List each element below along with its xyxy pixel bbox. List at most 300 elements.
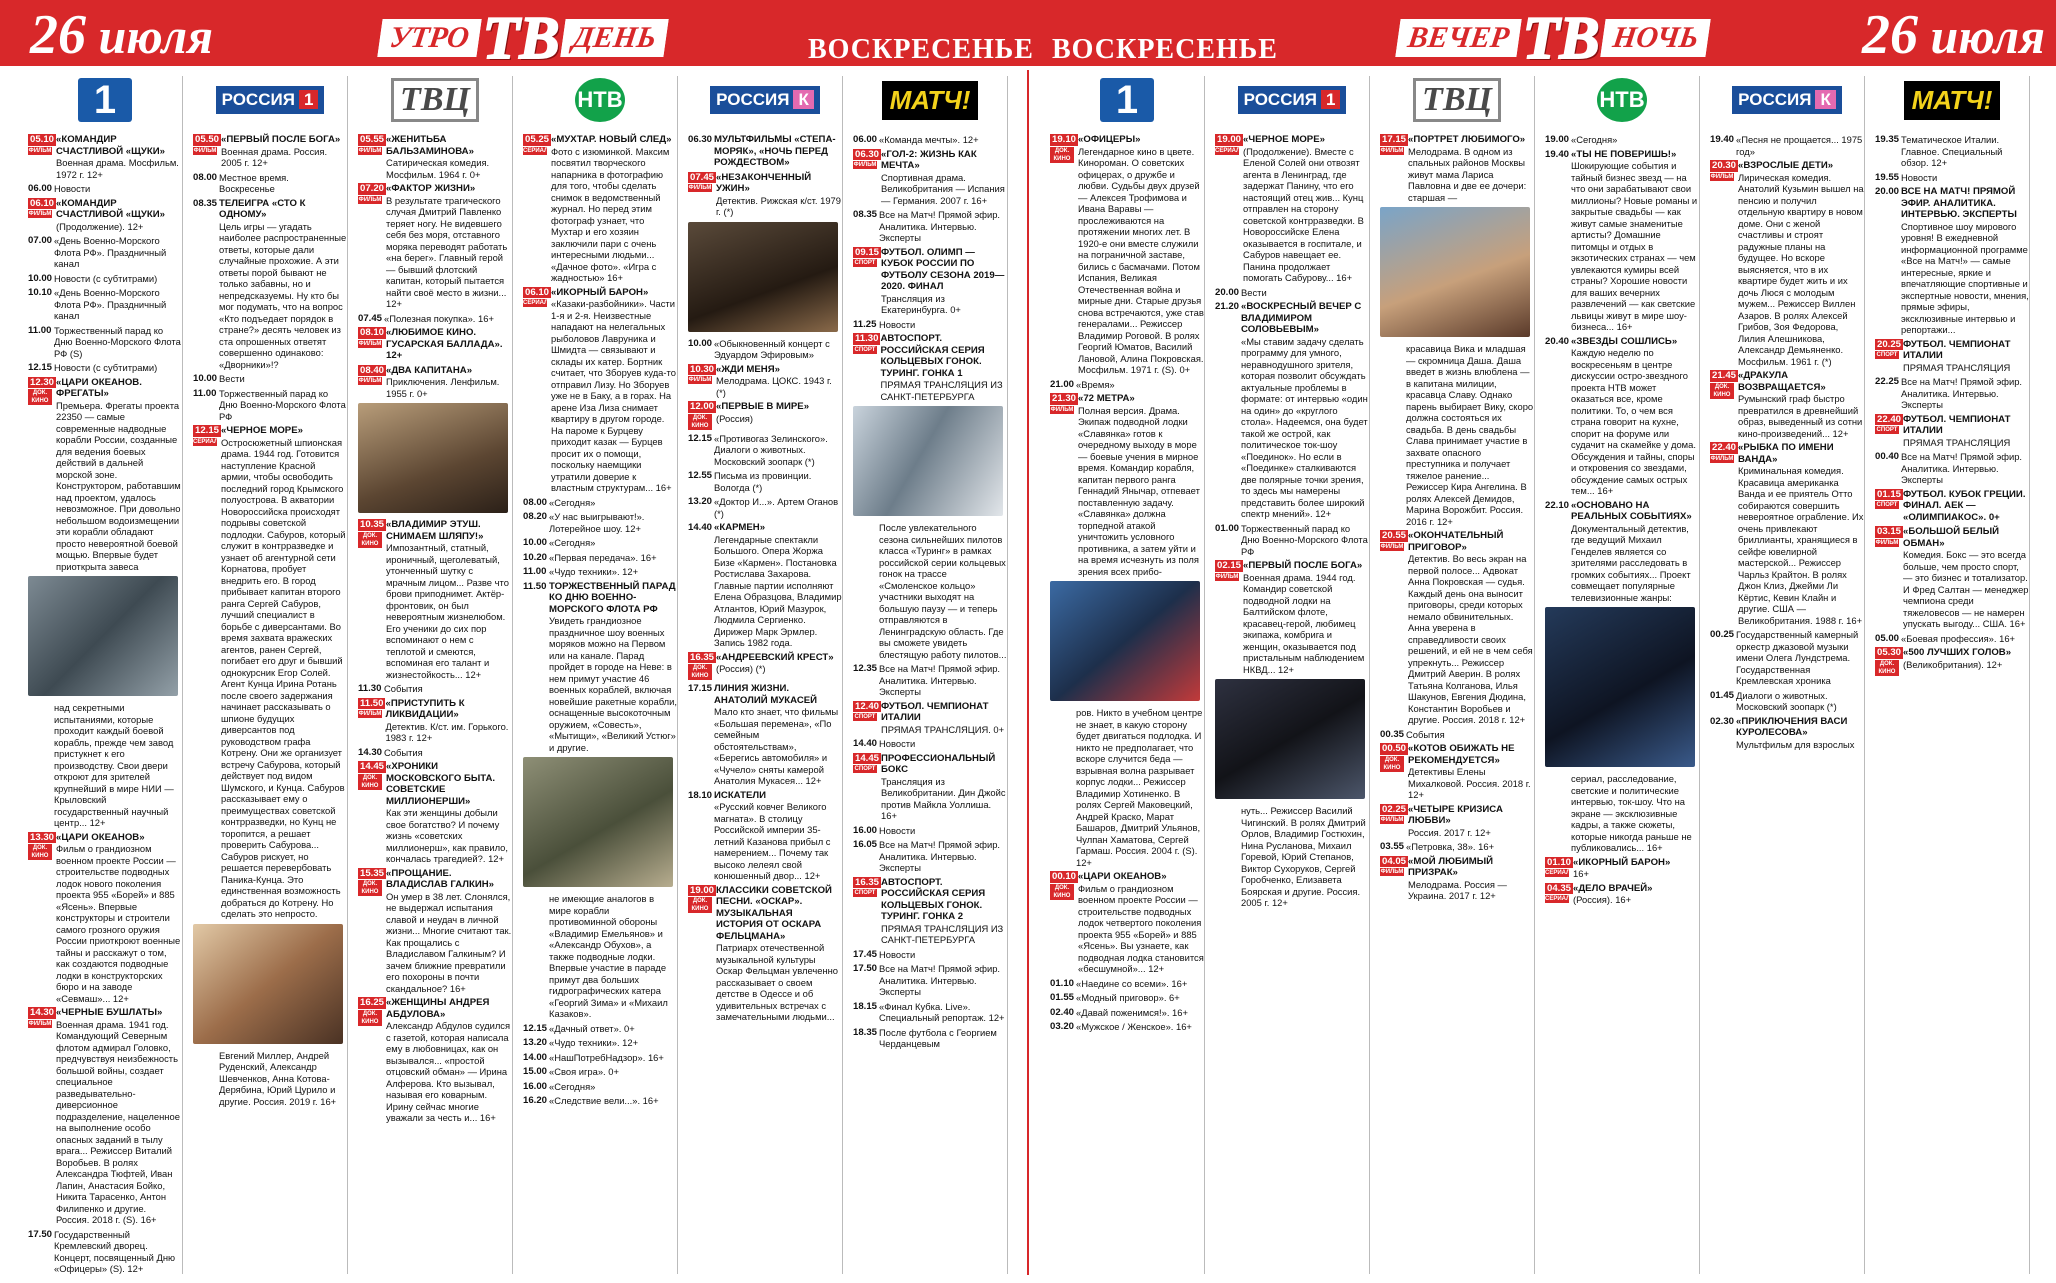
program-time: 18.10: [688, 789, 713, 801]
program-title: АВТОСПОРТ. РОССИЙСКАЯ СЕРИЯ КОЛЬЦЕВЫХ ГОНОК. ТУРИНГ. ГОНКА 2: [881, 876, 986, 922]
program-description: «Финал Кубка. Live». Специальный репортаж. 12+: [879, 1000, 1005, 1023]
program-description: Мелодрама. ЦОКС. 1943 г. (*): [716, 375, 832, 398]
program-title: «ОКОНЧАТЕЛЬНЫЙ ПРИГОВОР»: [1408, 530, 1504, 553]
program-time: 16.35 ДОК. КИНО: [690, 651, 715, 679]
program-title: КЛАССИКИ СОВЕТСКОЙ ПЕСНИ. «ОСКАР». МУЗЫКАЛЬНАЯ ИСТОРИЯ ОТ ОСКАРА ФЕЛЬЦМАНА»: [716, 884, 832, 942]
program-description: Спортивная драма. Великобритания — Испания — Германия. 2007 г. 16+: [881, 171, 1005, 206]
channel-one-logo: 1: [78, 78, 132, 122]
program-entry: [1875, 633, 2029, 645]
program-entry: [28, 1229, 182, 1275]
match-tv-logo: МАТЧ!: [1904, 81, 2001, 120]
program-description: Каждую неделю по воскресеньям в центре дискуссии остро-звездного проекта НТВ может оказаться все, кроме политики. То, о чем вся страна говорит на кухне, спорит на форуме или судачит на скамейке у дома. Обсуждения и тайны, споры и откровения со звездами, обсуждение самых острых тем... 16+: [1571, 347, 1696, 496]
program-time: 16.35 СПОРТ: [854, 876, 880, 896]
program-time: 21.20: [1215, 301, 1240, 312]
program-description: Документальный детектив, где ведущий Михаил Генделев является со зрителями расследовать в громких событиях... Проект совмещает популярные телевизионные жанры:: [1571, 522, 1691, 603]
program-entry: [28, 183, 182, 195]
program-entry: [358, 997, 512, 1124]
program-entry: [523, 287, 677, 494]
program-description: нуть... Режиссер Василий Чигинский. В ролях Дмитрий Орлов, Владимир Гостюхин, Нина Русланова, Михаил Горевой, Юрий Степанов, Виктор Сухоруков, Сергей Горобченко, Елизавета Боярская и другие. Россия. 2005 г. 12+: [1241, 805, 1366, 908]
program-description: Новости: [879, 738, 916, 749]
program-title: ИСКАТЕЛИ: [714, 789, 767, 801]
program-description: Фильм о грандиозном военном проекте России — строительстве подводных лодок четвертого поколения проекта 955 «Борей» и 885 «Ясень». Вы узнаете, как подводная лодка становится «бесшумной»... 12+: [1078, 882, 1204, 974]
program-description: Импозантный, статный, ироничный, щеголеватый, утонченный шутку с мрачным лицом... Разве что брови приподнимет. Актёр-фронтовик, он был невероятным жизнелюбом. Его ученики до сих пор вспоминают о нем с теплотой и смеются, вспоминая его талант и жизнестойкость... 12+: [386, 542, 509, 680]
program-time: 17.45: [853, 948, 878, 960]
program-time: 10.00: [688, 337, 713, 349]
program-description: Новости: [1901, 171, 1938, 183]
program-title: «ЦАРИ ОКЕАНОВ. ФРЕГАТЫ»: [56, 376, 142, 399]
program-time: 16.20: [523, 1095, 548, 1106]
program-description: Шокирующие события и тайный бизнес звезд — на что они зарабатывают свои миллионы? Новые романы и закрытые свадьбы — как живут самые знаменитые артисты? Домашние питомцы и отдых в экзотических странах — чем увлекаются кумиры всей страны? Хорошие новости для ваших вечерних развлечений — как светские львицы живут в мире шоу-бизнеса... 16+: [1571, 160, 1698, 332]
genre-badge: ДОК. КИНО: [28, 389, 52, 405]
program-time: 21.30 ФИЛЬМ: [1050, 393, 1077, 413]
program-description: «Доктор И...». Артем Оганов (*): [714, 496, 839, 519]
program-description: Мало кто знает, что фильмы «Большая перемена», «По семейным обстоятельствам», «Берегись автомобиля» и «Чучело» сняты камерой Анатолия Мукасея... 12+: [714, 706, 839, 786]
genre-badge: ДОК. КИНО: [1875, 660, 1899, 676]
program-entry: [28, 273, 182, 285]
program-entry: [1215, 805, 1369, 909]
program-description: «Чудо техники». 12+: [549, 1037, 639, 1048]
program-time: 11.30: [358, 683, 382, 694]
program-title: ФУТБОЛ. ЧЕМПИОНАТ ИТАЛИИ: [1903, 338, 2011, 361]
program-description: Военная драма. 1941 год. Командующий Северным флотом адмирал Головко, предчувствуя неизбежность большой войны, создает специальное разведывательно-диверсионное подразделение, нацеленное на выполнение особо опасных заданий в тылу врага... Режиссер Виталий Воробьев. В ролях Александра Тюфтей, Иван Лапин, Анастасия Бойко, Никита Тарасенко, Антон Филипенко и другие. Россия. 2018 г. (S). 16+: [56, 1018, 180, 1225]
program-entry: [853, 1001, 1007, 1024]
program-title: «ТЫ НЕ ПОВЕРИШЬ!»: [1571, 148, 1677, 160]
program-time: 05.00: [1875, 632, 1900, 644]
program-description: ПРЯМАЯ ТРАНСЛЯЦИЯ: [1903, 361, 2011, 373]
program-time: 12.15: [688, 432, 713, 444]
program-time: 14.45 СПОРТ: [854, 752, 880, 772]
program-entry: [1710, 134, 1864, 157]
program-time: 03.55: [1380, 841, 1405, 852]
program-description: Детективы Елены Михалковой. Россия. 2018 г. 12+: [1408, 766, 1531, 800]
program-description: ПРЯМАЯ ТРАНСЛЯЦИЯ ИЗ САНКТ-ПЕТЕРБУРГА: [881, 922, 1004, 945]
program-entry: [1545, 857, 1699, 880]
genre-badge: ФИЛЬМ: [358, 711, 382, 717]
program-description: Россия. 2017 г. 12+: [1408, 826, 1491, 838]
program-description: Фото с изюминкой. Максим посвятил творческого напарника в фотографию для того, чтобы сделать снимок в ведомственный журнал. Но перед этим фотограф узнает, что Мухтар и его хозяин заключили пари с очень интересными людьми... «Дачное фото». «Игра с жадностью» 16+: [551, 145, 670, 283]
program-description: «Давай поженимся!». 16+: [1076, 1006, 1188, 1018]
genre-badge: ФИЛЬМ: [1215, 573, 1239, 580]
program-entry: [193, 425, 347, 920]
program-entry: [1380, 530, 1534, 726]
program-time: 17.15: [688, 683, 713, 694]
program-description: «Дачный ответ». 0+: [549, 1022, 635, 1034]
program-description: (Продолжение). 12+: [56, 220, 144, 232]
program-description: Торжественный парад ко Дню Военно-Морского Флота РФ: [219, 387, 346, 422]
program-description: Военная драма. 1944 год. Командир советской подводной лодки на Балтийском флоте, красавец-герой, любимец экипажа, комбрига и женщин, оказывается под пристальным наблюдением НКВД... 12+: [1243, 571, 1365, 675]
program-time: 13.20: [523, 1037, 548, 1048]
program-time: 08.35: [193, 197, 218, 209]
genre-badge: ФИЛЬМ: [358, 196, 382, 203]
program-time: 08.40 ФИЛЬМ: [358, 364, 385, 384]
program-description: Новости: [879, 824, 916, 836]
genre-badge: ДОК. КИНО: [688, 664, 712, 680]
program-entry: [523, 1052, 677, 1064]
program-entry: [1380, 841, 1534, 853]
program-description: «Сегодня»: [549, 496, 596, 508]
program-entry: [28, 235, 182, 270]
tvc-logo: ТВЦ: [391, 78, 479, 122]
program-description: Детектив. К/ст. им. Горького. 1983 г. 12+: [385, 720, 509, 743]
utro-tv-den-logo: УТРО ТВ ДЕНЬ: [380, 16, 666, 60]
program-time: 05.30 ДОК. КИНО: [1877, 647, 1902, 675]
page-divider: [1027, 70, 1029, 1275]
program-entry: [358, 327, 512, 362]
program-title: «ЧЕРНЫЕ БУШЛАТЫ»: [56, 1007, 163, 1018]
tvc-logo: ТВЦ: [1413, 78, 1501, 122]
program-time: 14.30 ФИЛЬМ: [28, 1007, 55, 1027]
program-time: 02.30: [1710, 715, 1735, 727]
program-entry: [1050, 379, 1204, 391]
program-entry: [193, 198, 347, 371]
program-time: 01.10 СЕРИАЛ: [1545, 856, 1572, 876]
program-description: В результате трагического случая Дмитрий Павленко теряет ногу. Не видевшего себя без моря, отставного моряка переводят работать «на берег». Главный герой — бывший флотский капитан, который пытается найти своё место в жизни... 12+: [386, 194, 508, 309]
program-entry: [1050, 871, 1204, 975]
program-description: «Казаки-разбойники». Части 1-я и 2-я. Неизвестные нападают на нелегальных рыболовов Лавруника и Шмидта — связывают и склады их катер. Бортник считает, что Зборуев куда-то отправил Лизу. Но Зборуев уже не в Баку, а в горах. На арене Иза Лиза снимает квартиру в другом городе. На пароме к Бурцеву приходит казак — Бурцев просит их о помощи, поскольку наемщики утратили доверие к властным структурам... 16+: [551, 298, 676, 493]
program-time: 05.55 ФИЛЬМ: [358, 134, 385, 154]
genre-badge: СПОРТ: [854, 346, 876, 353]
program-description: Увидеть грандиозное праздничное шоу военных моряков можно на Первом или на канале. Парад пройдет в городе на Неве: в нем примут участие 46 военных кораблей, включая новейшие ракетные корабли, оснащенные высокоточным оружием, «Совесть», «Мытищи», «Великий Устюг» и другие.: [549, 615, 677, 753]
program-entry: [1875, 526, 2029, 630]
program-photo: [1545, 607, 1695, 767]
program-photo: [1380, 207, 1530, 337]
program-entry: [688, 433, 842, 468]
program-title: ФУТБОЛ. ЧЕМПИОНАТ ИТАЛИИ: [881, 700, 989, 723]
program-description: Мелодрама. В одном из спальных районов Москвы живут мама Лариса Павловна и две ее дочери: старшая —: [1408, 145, 1527, 203]
program-description: Новости (с субтитрами): [54, 272, 158, 284]
program-title: «КАРМЕН»: [714, 522, 766, 533]
russia-1-logo: РОССИЯ 1: [1238, 86, 1347, 114]
program-entry: [1215, 301, 1369, 520]
program-time: 17.15 ФИЛЬМ: [1380, 134, 1407, 154]
program-entry: [523, 1066, 677, 1078]
program-description: Патриарх отечественной музыкальной культуры Оскар Фельцман увлеченно рассказывает о своем детстве в Одессе и об удивительных встречах с замечательными людьми...: [716, 942, 839, 1022]
program-entry: [523, 566, 677, 578]
program-time: 22.40 СПОРТ: [1876, 413, 1902, 433]
program-time: 12.40 СПОРТ: [854, 700, 880, 720]
genre-badge: ДОК. КИНО: [358, 532, 382, 548]
program-title: «ПРИКЛЮЧЕНИЯ ВАСИ КУРОЛЕСОВА»: [1736, 715, 1848, 738]
program-time: 16.25 ДОК. КИНО: [360, 997, 385, 1025]
program-time: 04.05 ФИЛЬМ: [1380, 855, 1407, 875]
program-description: «Следствие вели...». 16+: [549, 1095, 659, 1106]
ntv-logo: НТВ: [1597, 78, 1647, 122]
program-entry: [688, 885, 842, 1023]
program-time: 10.30 ФИЛЬМ: [688, 363, 715, 383]
program-description: Цель игры — угадать наиболее распространенные ответы, которые дали случайные прохожие. А эти ответы порой бывают не только забавны, но и непредсказуемы. Ну кто бы мог подумать, что на вопрос «Кто подъедает порядок в стране?» десять человек из ста опрошенных ответят совершенно одинаково: «Дворники»!?: [219, 220, 347, 370]
program-title: «ПЕРВЫЙ ПОСЛЕ БОГА»: [221, 134, 341, 145]
program-title: «ОСНОВАНО НА РЕАЛЬНЫХ СОБЫТИЯХ»: [1571, 499, 1692, 522]
program-time: 19.40: [1710, 134, 1735, 145]
program-time: 06.10 ФИЛЬМ: [28, 197, 55, 217]
program-time: 07.45: [358, 312, 383, 324]
genre-badge: СПОРТ: [854, 766, 876, 772]
program-entry: [1875, 451, 2029, 486]
program-description: ПРЯМАЯ ТРАНСЛЯЦИЯ. 0+: [881, 723, 1005, 735]
program-time: 19.00 СЕРИАЛ: [1215, 134, 1242, 154]
program-time: 08.10 ФИЛЬМ: [358, 327, 385, 347]
program-time: 19.55: [1875, 171, 1900, 183]
program-entry: [358, 747, 512, 759]
program-time: 01.45: [1710, 689, 1735, 701]
program-entry: [358, 868, 512, 995]
program-entry: [1710, 629, 1864, 687]
program-entry: [853, 825, 1007, 837]
program-title: «ЦАРИ ОКЕАНОВ»: [1078, 871, 1167, 882]
program-entry: [853, 333, 1007, 402]
russia-k-logo: РОССИЯ К: [1732, 86, 1842, 114]
program-time: 06.30 ФИЛЬМ: [853, 148, 880, 168]
program-photo: [853, 406, 1003, 516]
program-time: 01.10: [1050, 977, 1075, 989]
program-description: сериал, расследование, светские и политические интервью, ток-шоу. Что на экране — эксклюзивные кадры, а также сюжеты, которые никогда раньше не публиковались... 16+: [1571, 773, 1692, 853]
program-title: «РЫБКА ПО ИМЕНИ ВАНДА»: [1738, 442, 1834, 465]
program-title: «ПРОЩАНИЕ. ВЛАДИСЛАВ ГАЛКИН»: [386, 867, 495, 890]
program-description: «Мы ставим задачу сделать программу для умного, неравнодушного зрителя, которая позволит обсуждать актуальные проблемы в формате: от интервью «один на один» до «круглого стола». Надеемся, она будет такой же острой, как политическое ток-шоу «Поединок». Но если в «Поединке» сталкиваются две полярные точки зрения, то здесь мы намерены представить более широкий спектр мнений». 12+: [1241, 335, 1368, 519]
program-entry: [358, 183, 512, 310]
program-title: «ЧЕРНОЕ МОРЕ»: [1243, 134, 1325, 145]
program-time: 00.50 ДОК. КИНО: [1382, 743, 1407, 771]
program-entry: [28, 134, 182, 180]
program-title: «ФАКТОР ЖИЗНИ»: [386, 183, 476, 194]
genre-badge: ФИЛЬМ: [358, 378, 382, 384]
program-entry: [28, 1007, 182, 1226]
program-entry: [358, 134, 512, 180]
channel-logo: [1380, 76, 1534, 124]
channel-logo: [523, 76, 677, 124]
program-entry: [1050, 992, 1204, 1004]
program-entry: [1050, 1007, 1204, 1019]
program-entry: [1380, 856, 1534, 902]
program-description: ПРЯМАЯ ТРАНСЛЯЦИЯ: [1903, 436, 2011, 448]
program-entry: [523, 1023, 677, 1035]
channel-column-ch1: [28, 76, 183, 1274]
program-description: Торжественный парад ко Дню Военно-Морского Флота РФ: [1241, 522, 1368, 557]
left-date: 26 июля: [30, 4, 213, 66]
program-entry: [193, 172, 347, 195]
program-entry: [358, 519, 512, 680]
program-description: 16+: [1573, 868, 1589, 879]
genre-badge: ФИЛЬМ: [1710, 173, 1734, 180]
program-description: События: [384, 746, 423, 758]
program-description: Сатирическая комедия. Мосфильм. 1964 г. 0+: [386, 157, 490, 180]
program-entry: [1875, 339, 2029, 374]
program-time: 05.50 ФИЛЬМ: [193, 134, 220, 154]
program-entry: [853, 247, 1007, 316]
program-description: «Русский ковчег Великого магната». В столицу Российской империи 35-летний Казанова прибыл с намерением... Почему так высоко лелеял свой конюшенный двор... 12+: [714, 801, 831, 881]
channel-column-match: [1875, 76, 2030, 1274]
ntv-logo: НТВ: [575, 78, 625, 122]
program-time: 14.00: [523, 1051, 548, 1063]
program-description: Детектив. Рижская к/ст. 1979 г. (*): [716, 194, 841, 217]
program-description: Как эти женщины добыли свое богатство? И почему жизнь «советских миллионерш», как правило, кончалась трагедией?. 12+: [386, 807, 508, 864]
program-description: «Сегодня»: [549, 1080, 596, 1092]
program-description: «Первая передача». 16+: [549, 551, 657, 563]
right-date: 26 июля: [1862, 4, 2045, 66]
vecher-tv-noch-logo: ВЕЧЕР ТВ НОЧЬ: [1398, 16, 1709, 60]
program-entry: [1050, 393, 1204, 577]
program-title: «ЖЕНИТЬБА БАЛЬЗАМИНОВА»: [386, 134, 474, 157]
program-time: 10.00: [193, 373, 218, 384]
program-entry: [28, 287, 182, 322]
genre-badge: СПОРТ: [1876, 427, 1898, 433]
program-description: Мелодрама. Россия — Украина. 2017 г. 12+: [1408, 878, 1507, 901]
program-photo: [28, 576, 178, 696]
program-time: 20.30 ФИЛЬМ: [1710, 160, 1737, 180]
channel-logo: [1710, 76, 1864, 124]
program-title: «500 ЛУЧШИХ ГОЛОВ»: [1903, 647, 2012, 658]
program-time: 08.20: [523, 511, 548, 522]
program-description: Диалоги о животных. Московский зоопарк (*): [1736, 689, 1837, 712]
genre-badge: ДОК. КИНО: [1710, 383, 1734, 399]
program-description: «Команда мечты». 12+: [879, 134, 979, 145]
program-photo: [1215, 679, 1365, 799]
program-time: 14.40: [853, 738, 878, 749]
program-entry: [1380, 134, 1534, 203]
program-title: «ЖДИ МЕНЯ»: [716, 363, 780, 375]
channel-column-russiak: [1710, 76, 1865, 1274]
program-description: Комедия. Бокс — это всегда больше, чем просто спорт, — это бизнес и тотализатор. И Фред Салтан — менеджер чемпиона среди тяжеловесов — не намерен упускать выгоду... США. 16+: [1903, 549, 2029, 629]
genre-badge: ДОК. КИНО: [1380, 756, 1404, 772]
program-time: 12.15: [28, 362, 53, 373]
program-title: «ЗВЕЗДЫ СОШЛИСЬ»: [1571, 335, 1678, 347]
program-time: 11.50 ФИЛЬМ: [358, 697, 384, 717]
program-entry: [853, 963, 1007, 998]
program-description: над секретными испытаниями, которые проходит каждый боевой корабль, прежде чем завод пристукнет к его производству. Свои двери откроют для зрителей крупнейший в мире НИИ — Крыловский государственный научный центр... 12+: [54, 702, 174, 828]
genre-badge: ФИЛЬМ: [358, 340, 382, 347]
genre-badge: ФИЛЬМ: [1380, 147, 1404, 154]
program-time: 07.20 ФИЛЬМ: [358, 183, 385, 203]
genre-badge: ФИЛЬМ: [28, 211, 52, 217]
genre-badge: СПОРТ: [854, 890, 876, 896]
program-entry: [853, 1027, 1007, 1050]
program-time: 20.00: [1875, 186, 1900, 197]
program-photo: [523, 757, 673, 887]
program-entry: [853, 663, 1007, 698]
program-entry: [523, 134, 677, 284]
program-time: 19.10 ДОК. КИНО: [1052, 134, 1077, 162]
program-description: Все на Матч! Прямой эфир. Аналитика. Интервью. Эксперты: [1901, 451, 2023, 485]
program-description: Вести: [1241, 286, 1267, 298]
program-description: Местное время. Воскресенье: [219, 171, 289, 194]
program-entry: [688, 172, 842, 218]
genre-badge: ДОК. КИНО: [1050, 147, 1074, 163]
program-description: «У нас выигрывают!». Лотерейное шоу. 12+: [549, 511, 645, 534]
program-time: 16.05: [853, 839, 878, 850]
program-entry: [853, 753, 1007, 822]
genre-badge: ДОК. КИНО: [358, 1010, 382, 1026]
program-entry: [523, 1037, 677, 1049]
program-time: 16.00: [523, 1080, 548, 1092]
program-time: 11.00: [28, 324, 52, 336]
channel-column-tvc: [358, 76, 513, 1274]
program-time: 20.25 СПОРТ: [1876, 338, 1902, 358]
program-entry: [523, 1095, 677, 1107]
program-time: 01.00: [1215, 522, 1240, 534]
program-description: Мультфильм для взрослых: [1736, 738, 1855, 750]
program-entry: [688, 470, 842, 493]
program-description: Все на Матч! Прямой эфир. Аналитика. Интервью. Эксперты: [879, 663, 1001, 697]
genre-badge: СЕРИАЛ: [1215, 147, 1241, 154]
program-description: «Время»: [1076, 378, 1115, 390]
program-time: 11.00: [193, 387, 217, 399]
program-title: «ЖЕНЩИНЫ АНДРЕЯ АБДУЛОВА»: [386, 997, 490, 1020]
channel-logo: [688, 76, 842, 124]
program-entry: [28, 702, 182, 829]
program-photo: [688, 222, 838, 332]
left-page-schedule: [28, 76, 1018, 1276]
genre-badge: ДОК. КИНО: [688, 897, 712, 913]
program-entry: [1875, 376, 2029, 411]
program-time: 00.25: [1710, 629, 1735, 640]
program-description: Новости: [54, 183, 91, 194]
program-title: «ИКОРНЫЙ БАРОН»: [1573, 856, 1671, 868]
program-description: (Продолжение). Вместе с Еленой Солей они отвозят агента в Ленинград, где задержат Панину, что его настоящий отец жив... Кунц отправлен на сторону советской контрразведки. В Новороссийске Елена оказывается в госпитале, и Сабуров навещает ее. Панина продолжает помогать Сабурову... 16+: [1243, 145, 1364, 283]
program-entry: [853, 319, 1007, 331]
program-description: «Чудо техники». 12+: [549, 566, 639, 577]
program-title: «КОМАНДИР СЧАСТЛИВОЙ «ЩУКИ»: [56, 134, 165, 157]
program-entry: [853, 738, 1007, 750]
program-description: «Петровка, 38». 16+: [1406, 841, 1495, 852]
program-time: 11.00: [523, 566, 547, 577]
program-description: «НашПотребНадзор». 16+: [549, 1051, 664, 1063]
genre-badge: ФИЛЬМ: [193, 147, 217, 154]
program-time: 15.35 ДОК. КИНО: [360, 867, 385, 895]
program-entry: [358, 683, 512, 695]
genre-badge: ФИЛЬМ: [1380, 869, 1404, 875]
program-title: «ХРОНИКИ МОСКОВСКОГО БЫТА. СОВЕТСКИЕ МИЛЛИОНЕРШИ»: [386, 761, 496, 807]
program-photo: [358, 403, 508, 513]
program-description: Остросюжетный шпионская драма. 1944 год. Готовится наступление Красной армии, чтобы освободить последний город Крымского полуострова. В акватории Новороссийска происходят подрывы советской подлодки. Сабуров, который служит в контрразведке и узнает об агентурной сети Корнатова, пробует внедрить его. В город прибывает капитан второго ранга Сергей Сабуров, лучший специалист в борьбе с диверсантами. Во время захвата вражеских агентов, ранен Сергей, погибает его друг и бывший однокурсник Егор Солей. Агент Кунца Ирина Ротань после своего задержания начинает рассказывать о шпионе будущих диверсантов под руководством графа Котрену. Они же организует встречу Сабурова, который действует под видом Шумского, и Кунца. Сабуров рассказывает ему о преимуществах советской контрразведки, но Кунц не торопится, а решает проверить Сабурова... Сабуров рискует, но решается перевербовать Паника-Кунца. Это единственная возможность добраться до Котрену. Но сделать это непросто.: [221, 436, 346, 919]
genre-badge: СПОРТ: [854, 260, 876, 266]
program-entry: [1380, 743, 1534, 801]
program-entry: [1710, 716, 1864, 751]
program-entry: [523, 893, 677, 1020]
program-entry: [853, 701, 1007, 736]
program-description: Военная драма. Мосфильм. 1972 г. 12+: [56, 157, 179, 180]
program-entry: [1050, 978, 1204, 990]
program-entry: [1545, 500, 1699, 604]
program-title: ТЕЛЕИГРА «СТО К ОДНОМУ»: [219, 197, 306, 220]
program-description: «Мужское / Женское». 16+: [1076, 1021, 1192, 1032]
program-title: «НЕЗАКОНЧЕННЫЙ УЖИН»: [716, 171, 812, 194]
program-title: «ДРАКУЛА ВОЗВРАЩАЕТСЯ»: [1738, 370, 1826, 393]
program-title: «ЧЕТЫРЕ КРИЗИСА ЛЮБВИ»: [1408, 803, 1503, 826]
program-time: 10.35 ДОК. КИНО: [360, 519, 385, 547]
program-description: Все на Матч! Прямой эфир. Аналитика. Интервью. Эксперты: [1901, 376, 2023, 410]
program-time: 17.50: [28, 1228, 53, 1240]
program-title: ФУТБОЛ. ОЛИМП — КУБОК РОССИИ ПО ФУТБОЛУ СЕЗОНА 2019—2020. ФИНАЛ: [881, 246, 1005, 292]
channel-logo: [28, 76, 182, 124]
program-time: 11.30 СПОРТ: [854, 333, 879, 353]
genre-badge: СПОРТ: [1876, 352, 1898, 358]
program-time: 14.40: [688, 522, 713, 533]
program-entry: [193, 388, 347, 423]
program-entry: [1380, 729, 1534, 741]
program-entry: [853, 134, 1007, 146]
genre-badge: ФИЛЬМ: [1710, 455, 1734, 462]
genre-badge: ДОК. КИНО: [358, 880, 382, 896]
genre-badge: ФИЛЬМ: [28, 1020, 52, 1027]
program-description: красавица Вика и младшая — скромница Даша. Даша введет в жизнь влюблена — в капитана милиции, красавца Славу. Однако парень выбирает Вику, скоро должна состояться их свадьба. В день свадьбы Слава принимает участие в захвате опасного преступника и получает тяжелое ранение... Режиссер Кира Ангелина. В ролях Алексей Демидов, Марина Ворожбит. Россия. 2016 г. 12+: [1406, 343, 1534, 527]
channel-one-logo: 1: [1100, 78, 1154, 122]
channel-column-russia1: [1215, 76, 1370, 1274]
program-title: «ПЕРВЫЙ ПОСЛЕ БОГА»: [1243, 560, 1363, 571]
program-entry: [688, 401, 842, 430]
program-time: 22.10: [1545, 499, 1570, 511]
program-time: 21.00: [1050, 378, 1075, 390]
program-time: 12.15 СЕРИАЛ: [193, 425, 220, 445]
